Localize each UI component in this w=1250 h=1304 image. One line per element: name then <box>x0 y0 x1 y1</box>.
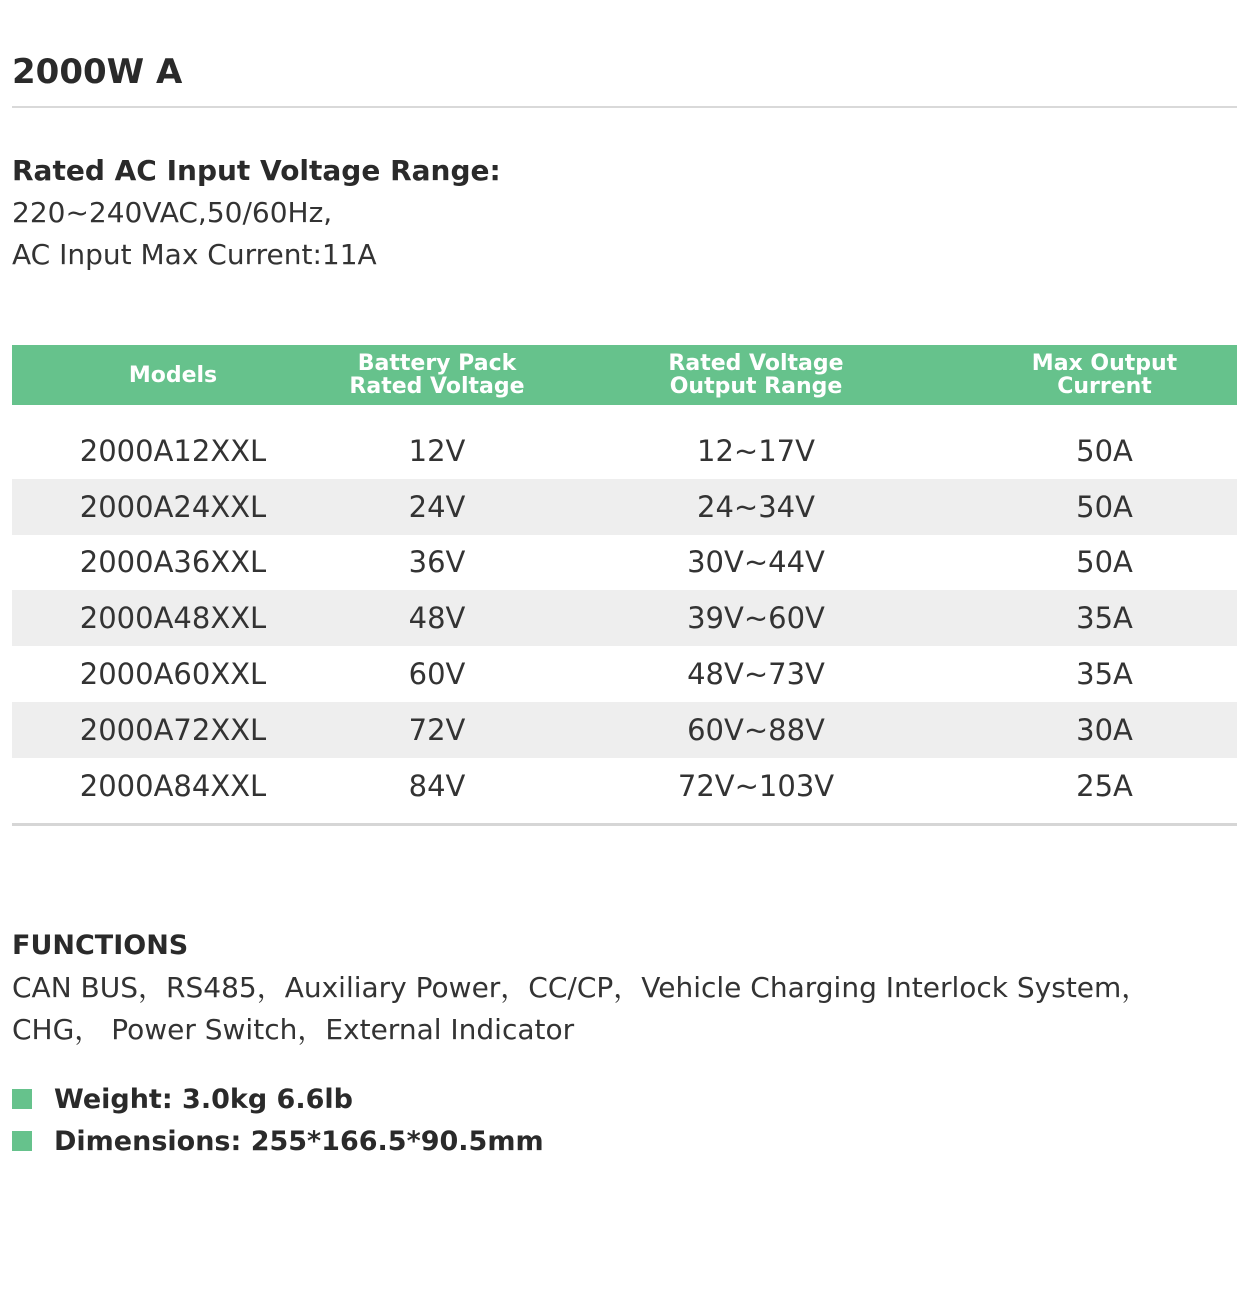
cell-output-range: 48V~73V <box>687 657 825 692</box>
table-row <box>12 646 1237 702</box>
cell-max-current: 30A <box>972 702 1237 758</box>
functions-heading: FUNCTIONS <box>12 930 189 961</box>
cell-max-current: 50A <box>972 479 1237 535</box>
cell-output-range: 24~34V <box>540 479 972 535</box>
header-battery-voltage <box>334 345 540 405</box>
input-voltage-line: 220~240VAC,50/60Hz, <box>12 196 333 229</box>
cell-model: 2000A12XXL <box>79 433 267 468</box>
cell-output-range: 30V~44V <box>687 545 825 580</box>
functions-line-2: CHG， Power Switch，External Indicator <box>12 1013 575 1046</box>
cell-model: 2000A36XXL <box>79 545 267 580</box>
cell-max-current: 35A <box>972 590 1237 646</box>
table-row <box>12 590 1237 646</box>
cell-max-current: 50A <box>1076 545 1133 580</box>
cell-battery-voltage: 12V <box>408 433 466 468</box>
header-battery-line-2: Rated Voltage <box>349 374 525 399</box>
header-range-line-2: Output Range <box>669 374 843 399</box>
header-battery-line-1: Battery Pack <box>357 351 517 376</box>
cell-model: 2000A48XXL <box>12 590 334 646</box>
table-row <box>12 423 1237 479</box>
table-spacer <box>12 405 1237 423</box>
input-spec-block <box>12 150 501 276</box>
input-heading: Rated AC Input Voltage Range: <box>12 154 501 187</box>
cell-battery-voltage: 48V <box>334 590 540 646</box>
input-current-line: AC Input Max Current:11A <box>12 238 377 271</box>
cell-output-range: 60V~88V <box>540 702 972 758</box>
cell-battery-voltage: 60V <box>408 657 466 692</box>
physical-specs-list <box>12 1078 544 1162</box>
dimensions-text: Dimensions: 255*166.5*90.5mm <box>54 1125 544 1157</box>
page-title: 2000W A <box>12 52 183 92</box>
square-bullet-icon <box>12 1131 32 1151</box>
table-row <box>12 535 1237 591</box>
table-row <box>12 479 1237 535</box>
header-current-line-1: Max Output <box>1031 351 1178 376</box>
header-max-current <box>972 345 1237 405</box>
cell-model: 2000A24XXL <box>12 479 334 535</box>
cell-output-range: 39V~60V <box>540 590 972 646</box>
table-row <box>12 702 1237 758</box>
title-divider <box>12 106 1237 108</box>
cell-battery-voltage: 36V <box>408 545 466 580</box>
cell-model: 2000A84XXL <box>79 768 267 803</box>
list-item-dimensions <box>12 1120 544 1162</box>
functions-block <box>12 925 1242 1051</box>
header-range-line-1: Rated Voltage <box>668 351 844 376</box>
cell-model: 2000A72XXL <box>12 702 334 758</box>
header-current-line-2: Current <box>1057 374 1152 399</box>
cell-max-current: 50A <box>1076 433 1133 468</box>
cell-battery-voltage: 24V <box>334 479 540 535</box>
header-models <box>12 345 334 405</box>
square-bullet-icon <box>12 1089 32 1109</box>
model-spec-table <box>12 345 1237 814</box>
cell-output-range: 12~17V <box>697 433 815 468</box>
cell-model: 2000A60XXL <box>79 657 267 692</box>
weight-text: Weight: 3.0kg 6.6lb <box>54 1083 353 1115</box>
header-output-range <box>540 345 972 405</box>
table-bottom-divider <box>12 823 1237 826</box>
header-models-line: Models <box>128 362 218 388</box>
cell-battery-voltage: 84V <box>408 768 466 803</box>
cell-max-current: 25A <box>1076 768 1133 803</box>
cell-battery-voltage: 72V <box>334 702 540 758</box>
functions-line-1: CAN BUS，RS485，Auxiliary Power，CC/CP，Vehicle Charging Interlock System， <box>12 971 1150 1004</box>
table-header-row <box>12 345 1237 405</box>
list-item-weight <box>12 1078 544 1120</box>
cell-output-range: 72V~103V <box>677 768 835 803</box>
table-row <box>12 758 1237 814</box>
cell-max-current: 35A <box>1076 657 1133 692</box>
